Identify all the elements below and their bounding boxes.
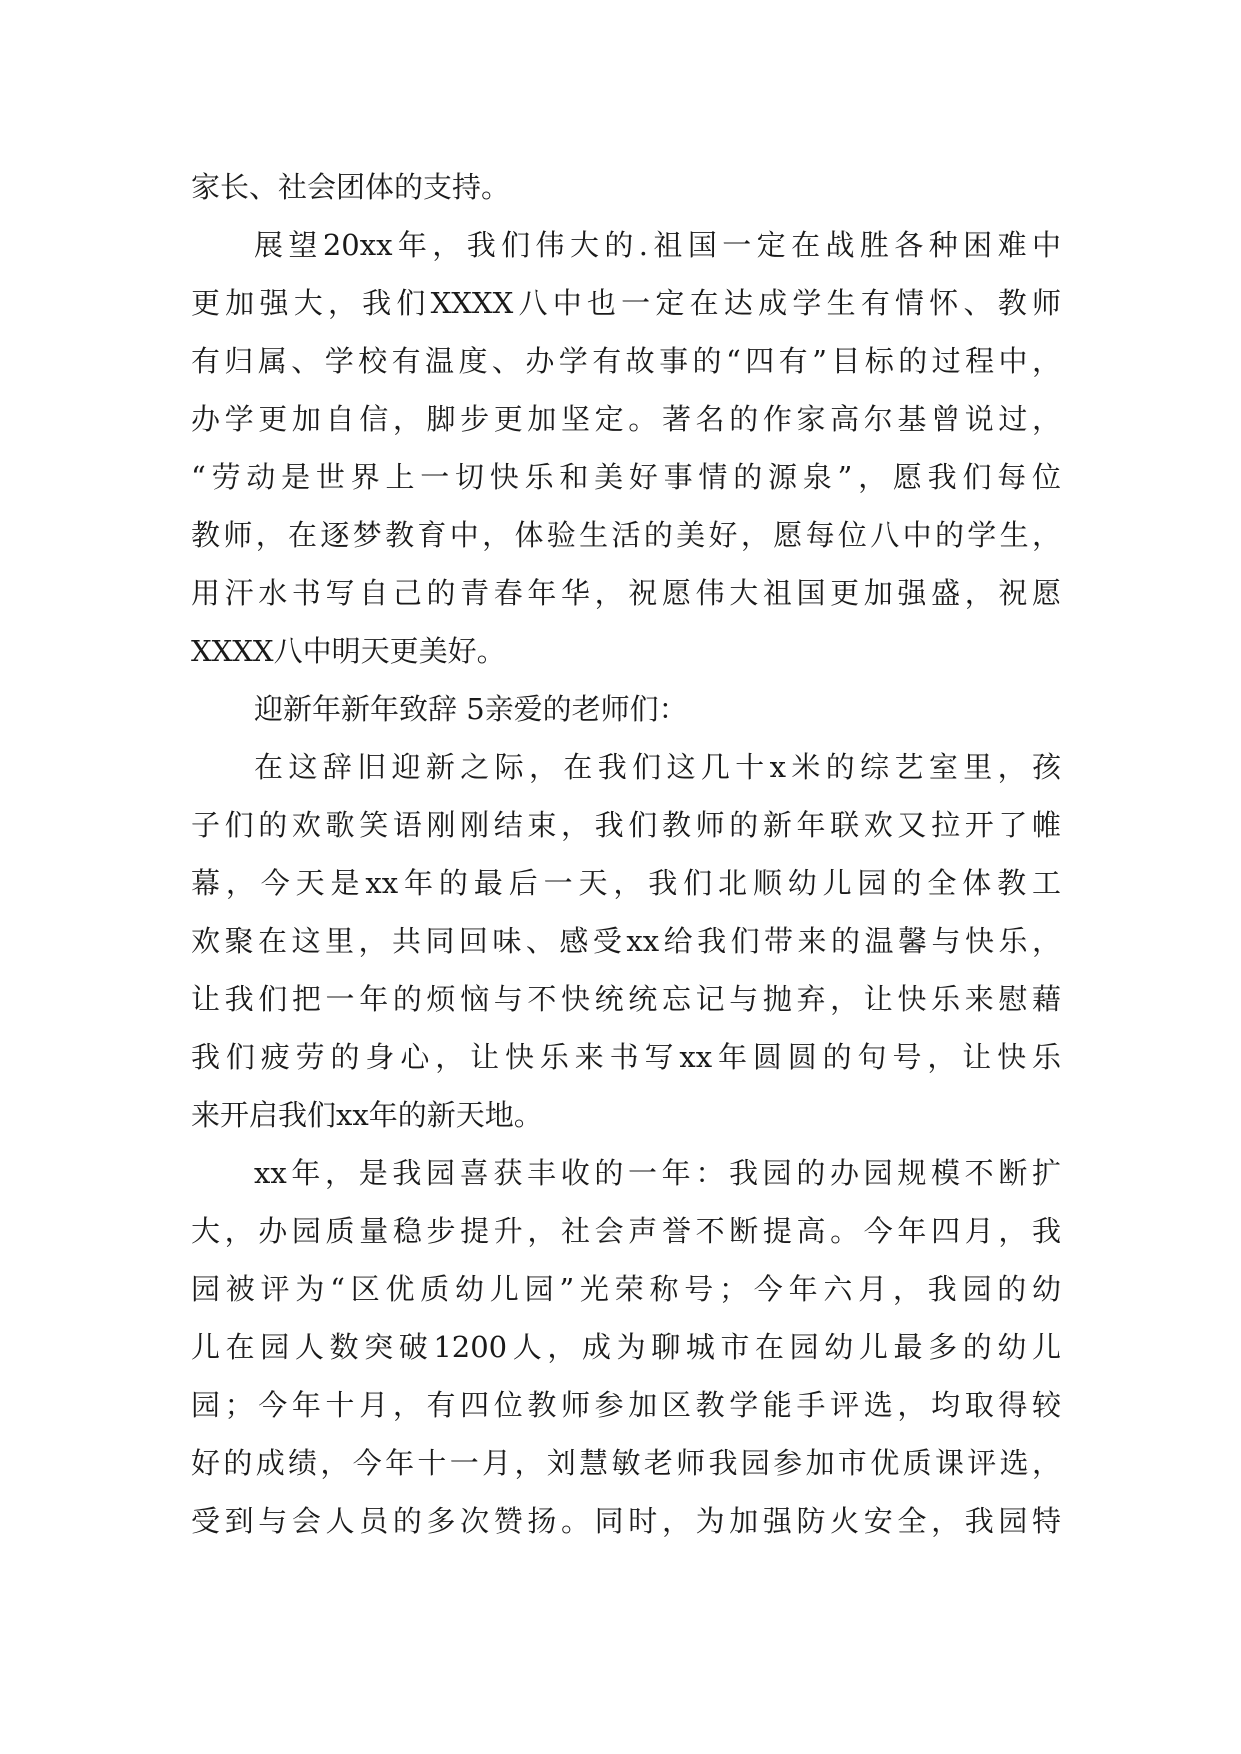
- text-line: 用汗水书写自己的青春年华，祝愿伟大祖国更加强盛，祝愿: [191, 576, 1061, 610]
- text-line: XXXX八中明天更美好。: [191, 634, 506, 668]
- text-line: “劳动是世界上一切快乐和美好事情的源泉”，愿我们每位: [191, 460, 1061, 494]
- text-line: 让我们把一年的烦恼与不快统统忘记与抛弃，让快乐来慰藉: [191, 982, 1061, 1016]
- text-line: 办学更加自信，脚步更加坚定。著名的作家高尔基曾说过，: [191, 402, 1061, 436]
- paragraph-p3: [191, 680, 1061, 738]
- text-line: 好的成绩，今年十一月，刘慧敏老师我园参加市优质课评选，: [191, 1446, 1061, 1480]
- text-line: 迎新年新年致辞 5亲爱的老师们：: [254, 692, 688, 726]
- paragraph-p5: [191, 1144, 1061, 1550]
- text-line: 儿在园人数突破1200人，成为聊城市在园幼儿最多的幼儿: [191, 1330, 1061, 1364]
- text-line: 家长、社会团体的支持。: [191, 170, 511, 204]
- text-line: xx年，是我园喜获丰收的一年：我园的办园规模不断扩: [254, 1156, 1061, 1190]
- text-line: 大，办园质量稳步提升，社会声誉不断提高。今年四月，我: [191, 1214, 1061, 1248]
- text-line: 教师，在逐梦教育中，体验生活的美好，愿每位八中的学生，: [191, 518, 1061, 552]
- text-line: 来开启我们xx年的新天地。: [191, 1098, 543, 1132]
- text-line: 有归属、学校有温度、办学有故事的“四有”目标的过程中，: [191, 344, 1061, 378]
- text-line: 园；今年十月，有四位教师参加区教学能手评选，均取得较: [191, 1388, 1061, 1422]
- paragraph-p1: [191, 158, 1061, 216]
- text-line: 展望20xx年，我们伟大的.祖国一定在战胜各种困难中: [254, 228, 1061, 262]
- paragraph-p4: [191, 738, 1061, 1144]
- text-line: 受到与会人员的多次赞扬。同时，为加强防火安全，我园特: [191, 1504, 1061, 1538]
- text-line: 园被评为“区优质幼儿园”光荣称号；今年六月，我园的幼: [191, 1272, 1061, 1306]
- text-line: 幕，今天是xx年的最后一天，我们北顺幼儿园的全体教工: [191, 866, 1061, 900]
- text-line: 在这辞旧迎新之际，在我们这几十x米的综艺室里，孩: [254, 750, 1061, 784]
- paragraph-p2: [191, 216, 1061, 680]
- text-line: 欢聚在这里，共同回味、感受xx给我们带来的温馨与快乐，: [191, 924, 1061, 958]
- body-text: [191, 158, 1061, 1550]
- text-line: 我们疲劳的身心，让快乐来书写xx年圆圆的句号，让快乐: [191, 1040, 1061, 1074]
- text-line: 更加强大，我们XXXX八中也一定在达成学生有情怀、教师: [191, 286, 1061, 320]
- text-line: 子们的欢歌笑语刚刚结束，我们教师的新年联欢又拉开了帷: [191, 808, 1061, 842]
